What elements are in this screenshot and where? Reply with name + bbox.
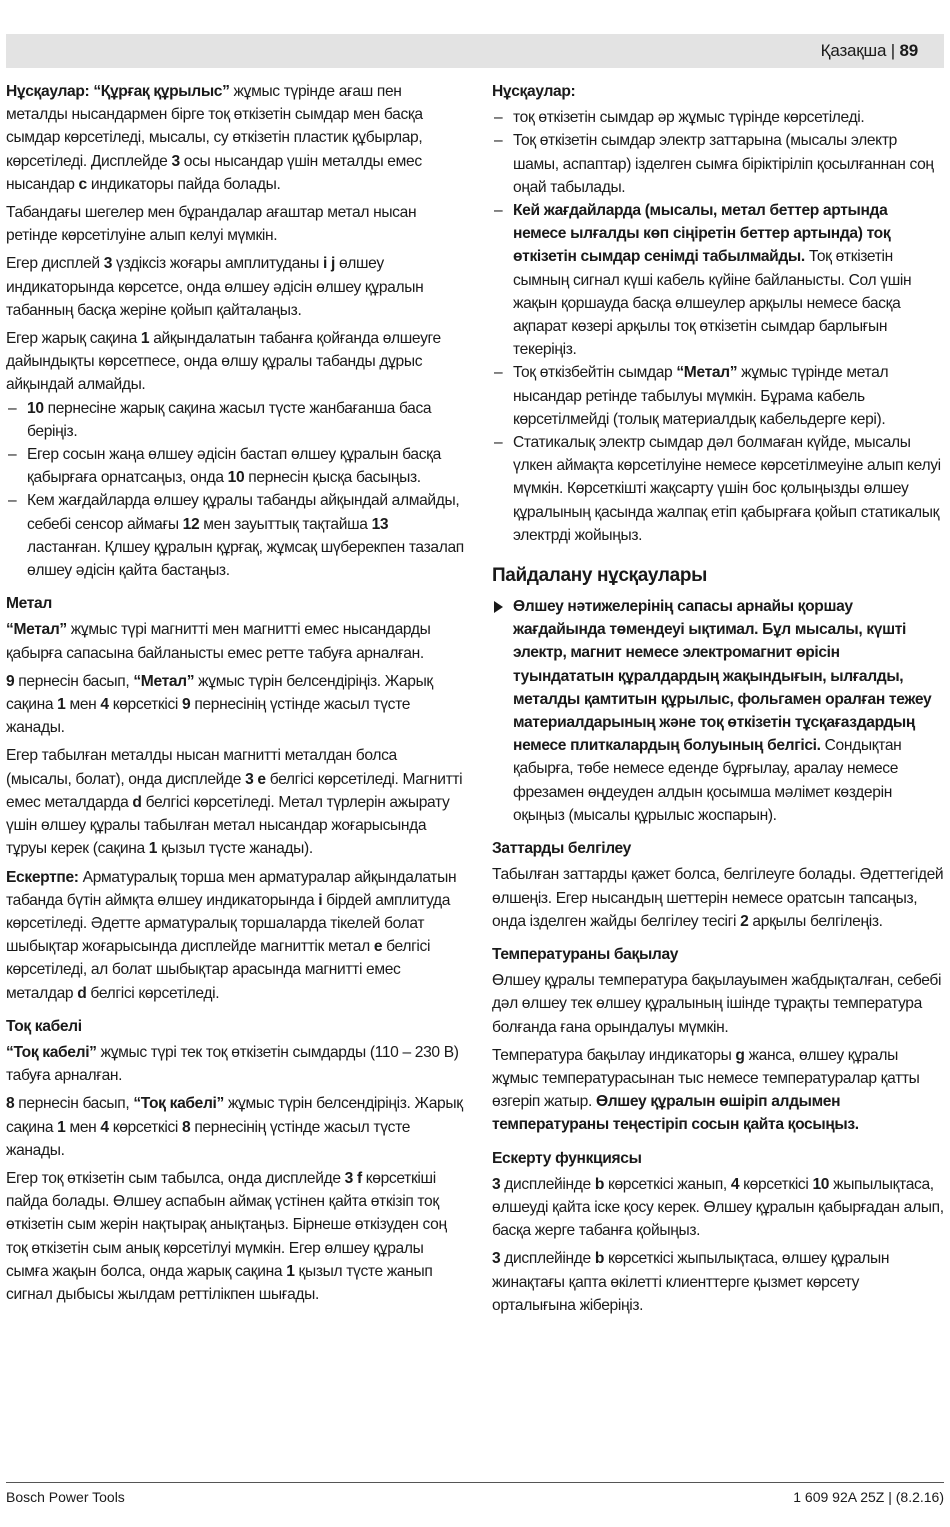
paragraph: 3 дисплейінде b көрсеткісі жанып, 4 көрсеткісі 10 жыпылықтаса, өлшеуді қайта іске қосу керек. Өлшеу құралын қабырғадан алып, басқа жерге табанға қойыңыз. bbox=[492, 1175, 944, 1240]
right-column bbox=[492, 80, 944, 1322]
paragraph: Егер табылған металды нысан магнитті металдан болса (мысалы, болат), онда дисплейде 3 e белгісі көрсетіледі. Магнитті емес металдарда d белгісі көрсетіледі. Метал түрлерін ажырату үшін өлшеу құралы табылған метал нысандар жоғарысында тұруы керек (сақина 1 қызыл түсте жанады). bbox=[6, 747, 463, 858]
paragraph: 9 пернесін басып, “Метал” жұмыс түрін белсендіріңіз. Жарық сақина 1 мен 4 көрсеткісі 9 пернесінің үстінде жасыл түсте жанады. bbox=[6, 672, 433, 737]
list-item: – Тоқ өткізбейтін сымдар “Метал” жұмыс түрінде метал нысандар ретінде табылуы мүмкін. Бұрама кабель көрсетілмейді (толық материалдық кабельдерге кері). bbox=[492, 361, 944, 431]
section-heading-warning: Ескерту функциясы bbox=[492, 1149, 642, 1167]
triangle-list bbox=[492, 595, 944, 827]
list-item: Өлшеу нәтижелерінің сапасы арнайы қоршау жағдайында төмендеуі ықтимал. Бұл мысалы, күшті электр, магнит немесе электромагнит өрісін туындататын құралдардың жақындығын, ылғалды, металды қамтитын құрылыс, фольгамен оралған тежеу материалдарының және тоқ өткізетін тұсқағаздардың немесе плиткалардың болуының белгісі. Сондықтан қабырға, төбе немесе еденде бұрғылау, аралау немесе фрезамен өңдеуден алдын қосымша мәлімет көздерін оқыңыз (мысалы құрылыс жоспарын). bbox=[492, 595, 944, 827]
page-number: 89 bbox=[899, 41, 918, 60]
paragraph: “Тоқ кабелі” жұмыс түрі тек тоқ өткізетін сымдарды (110 – 230 В) табуға арналған. bbox=[6, 1043, 459, 1085]
paragraph: Өлшеу құралы температура бақылауымен жабдықталған, себебі дәл өлшеу тек өлшеу құралының ішінде тұрақты температура болғанда ғана орындалуы мүмкін. bbox=[492, 972, 942, 1036]
dash-list bbox=[492, 106, 944, 547]
footer-doc-number: 1 609 92A 25Z | (8.2.16) bbox=[793, 1489, 944, 1505]
header-separator: | bbox=[886, 41, 900, 60]
section-heading-temperature: Температураны бақылау bbox=[492, 945, 679, 963]
paragraph: Егер тоқ өткізетін сым табылса, онда дисплейде 3 f көрсеткіші пайда болады. Өлшеу аспабын аймақ үстінен қайта өткізіп тоқ өткізетін сым жерін нақтырақ анықтаңыз. Бірнеше өткізуден соң тоқ өткізетін сым анық көрсетілуі мүмкін. Егер өлшеу құралы сымға жақын болса, онда жарық сақина 1 қызыл түсте жанып сигнал дыбысы жылдам реттілікпен шығады. bbox=[6, 1169, 447, 1303]
footer-publisher: Bosch Power Tools bbox=[6, 1489, 125, 1505]
paragraph: Егер жарық сақина 1 айқындалатын табанға қойғанда өлшеуге дайындықты көрсетпесе, онда өлшу құралы табанды дұрыс айқындай алмайды. bbox=[6, 330, 441, 394]
list-item: – тоқ өткізетін сымдар әр жұмыс түрінде көрсетіледі. bbox=[492, 106, 944, 129]
list-item: – Егер сосын жаңа өлшеу әдісін бастап өлшеу құралын басқа қабырғаға орнатсаңыз, онда 10 пернесін қысқа басыңыз. bbox=[6, 443, 464, 489]
paragraph: Табандағы шегелер мен бұрандалар ағаштар метал нысан ретінде көрсетілуіне алып келуі мүмкін. bbox=[6, 204, 417, 245]
section-heading-cable: Тоқ кабелі bbox=[6, 1017, 82, 1035]
paragraph: Табылған заттарды қажет болса, белгілеуге болады. Әдеттегідей өлшеңіз. Егер нысандың шеттерін немесе оратсын тапсаңыз, онда ізделген жайды белгілеу тесігі 2 арқылы белгілеңіз. bbox=[492, 866, 944, 930]
list-item: – 10 пернесіне жарық сақина жасыл түсте жанбағанша баса беріңіз. bbox=[6, 397, 464, 443]
section-heading-metal: Метал bbox=[6, 595, 52, 613]
note-paragraph: Ескертпе: Арматуралық торша мен арматуралар айқындалатын табанда бүтін аймқта өлшеу индикаторында i бірдей амплитуда көрсетіледі. Әдетте арматуралық торшаларда тікелей болат шыбықтар жоғарысында дисплейде магниттік метал e белгісі көрсетіледі, ал болат шыбықтар арасында магнитті емес металдар d белгісі көрсетіледі. bbox=[6, 868, 457, 1002]
list-item: – Кей жағдайларда (мысалы, метал беттер артында немесе ылғалды көп сіңіретін беттер артында) тоқ өткізетін сымдар сенімді табылмайды. Тоқ өткізетін сымның сигнал күші кабель күйіне байланысты. Сол үшін жақын қоршауда басқа өлшеулер арқылы немесе басқа ақпарат көзері арқылы тоқ өткізетін сымдар барлығын текеріңіз. bbox=[492, 199, 944, 361]
header-language: Қазақша bbox=[820, 41, 887, 60]
list-item: – Статикалық электр сымдар дәл болмаған күйде, мысалы үлкен аймақта көрсетілуіне немесе көрсетілмеуіне алып келуі мүмкін. Көрсеткішті жақсарту үшін бос қолыңызды өлшеу құралының қасында жалпақ етіп қабырғаға қойып статикалық электрді жойыңыз. bbox=[492, 431, 944, 547]
page-header bbox=[821, 41, 918, 61]
list-item: – Тоқ өткізетін сымдар электр заттарына (мысалы электр шамы, аспаптар) ізделген сымға біріктіріліп қосылғаннан соң оңай табылады. bbox=[492, 129, 944, 199]
paragraph: 8 пернесін басып, “Тоқ кабелі” жұмыс түрін белсендіріңіз. Жарық сақина 1 мен 4 көрсеткісі 8 пернесінің үстінде жасыл түсте жанады. bbox=[6, 1095, 463, 1159]
paragraph: 3 дисплейінде b көрсеткісі жыпылықтаса, өлшеу құралын жинақтағы қапта өкілетті клиенттерге қызмет көрсету орталығына жіберіңіз. bbox=[492, 1250, 890, 1314]
paragraph: Температура бақылау индикаторы g жанса, өлшеу құралы жұмыс температурасынан тыс немесе температуралар қатты өзгеріп жатыр. Өлшеу құралын өшіріп алдымен температураны теңестіріп сосын қайта қосыңыз. bbox=[492, 1046, 920, 1134]
section-heading-notes: Нұсқаулар: bbox=[492, 83, 576, 100]
list-item: – Кем жағдайларда өлшеу құралы табанды айқындай алмайды, себебі сенсор аймағы 12 мен зауыттық тақтайша 13 ластанған. Қлшеу құралын құрғақ, жұмсақ шүберекпен тазалап өлшеу әдісін қайта бастаңыз. bbox=[6, 489, 464, 582]
triangle-bullet-icon bbox=[494, 601, 503, 613]
paragraph: Егер дисплей 3 үздіксіз жоғары амплитуданы i j өлшеу индикаторында көрсетсе, онда өлшеу әдісін өлшеу құралын табанның басқа жеріне қойып қайталаңыз. bbox=[6, 255, 424, 319]
left-column bbox=[6, 80, 464, 1311]
section-heading-marking: Заттарды белгілеу bbox=[492, 840, 632, 858]
paragraph: “Метал” жұмыс түрі магнитті мен магнитті емес нысандарды қабырға сапасына байланысты емес ретте табуға арналған. bbox=[6, 621, 431, 662]
footer-divider bbox=[6, 1482, 944, 1483]
paragraph: Нұсқаулар: “Құрғақ құрылыс” жұмыс түрінде ағаш пен металды нысандармен бірге тоқ өткізетін сымдар мен басқа сымдар көрсетіледі, мысалы, су өткізетін пластик құбырлар, көрсетіледі. Дисплейде 3 осы нысандар үшін металды емес нысандар c индикаторы пайда болады. bbox=[6, 83, 423, 193]
header-bar bbox=[6, 34, 944, 68]
section-heading-usage: Пайдалану нұсқаулары bbox=[492, 565, 707, 587]
dash-list bbox=[6, 397, 464, 583]
